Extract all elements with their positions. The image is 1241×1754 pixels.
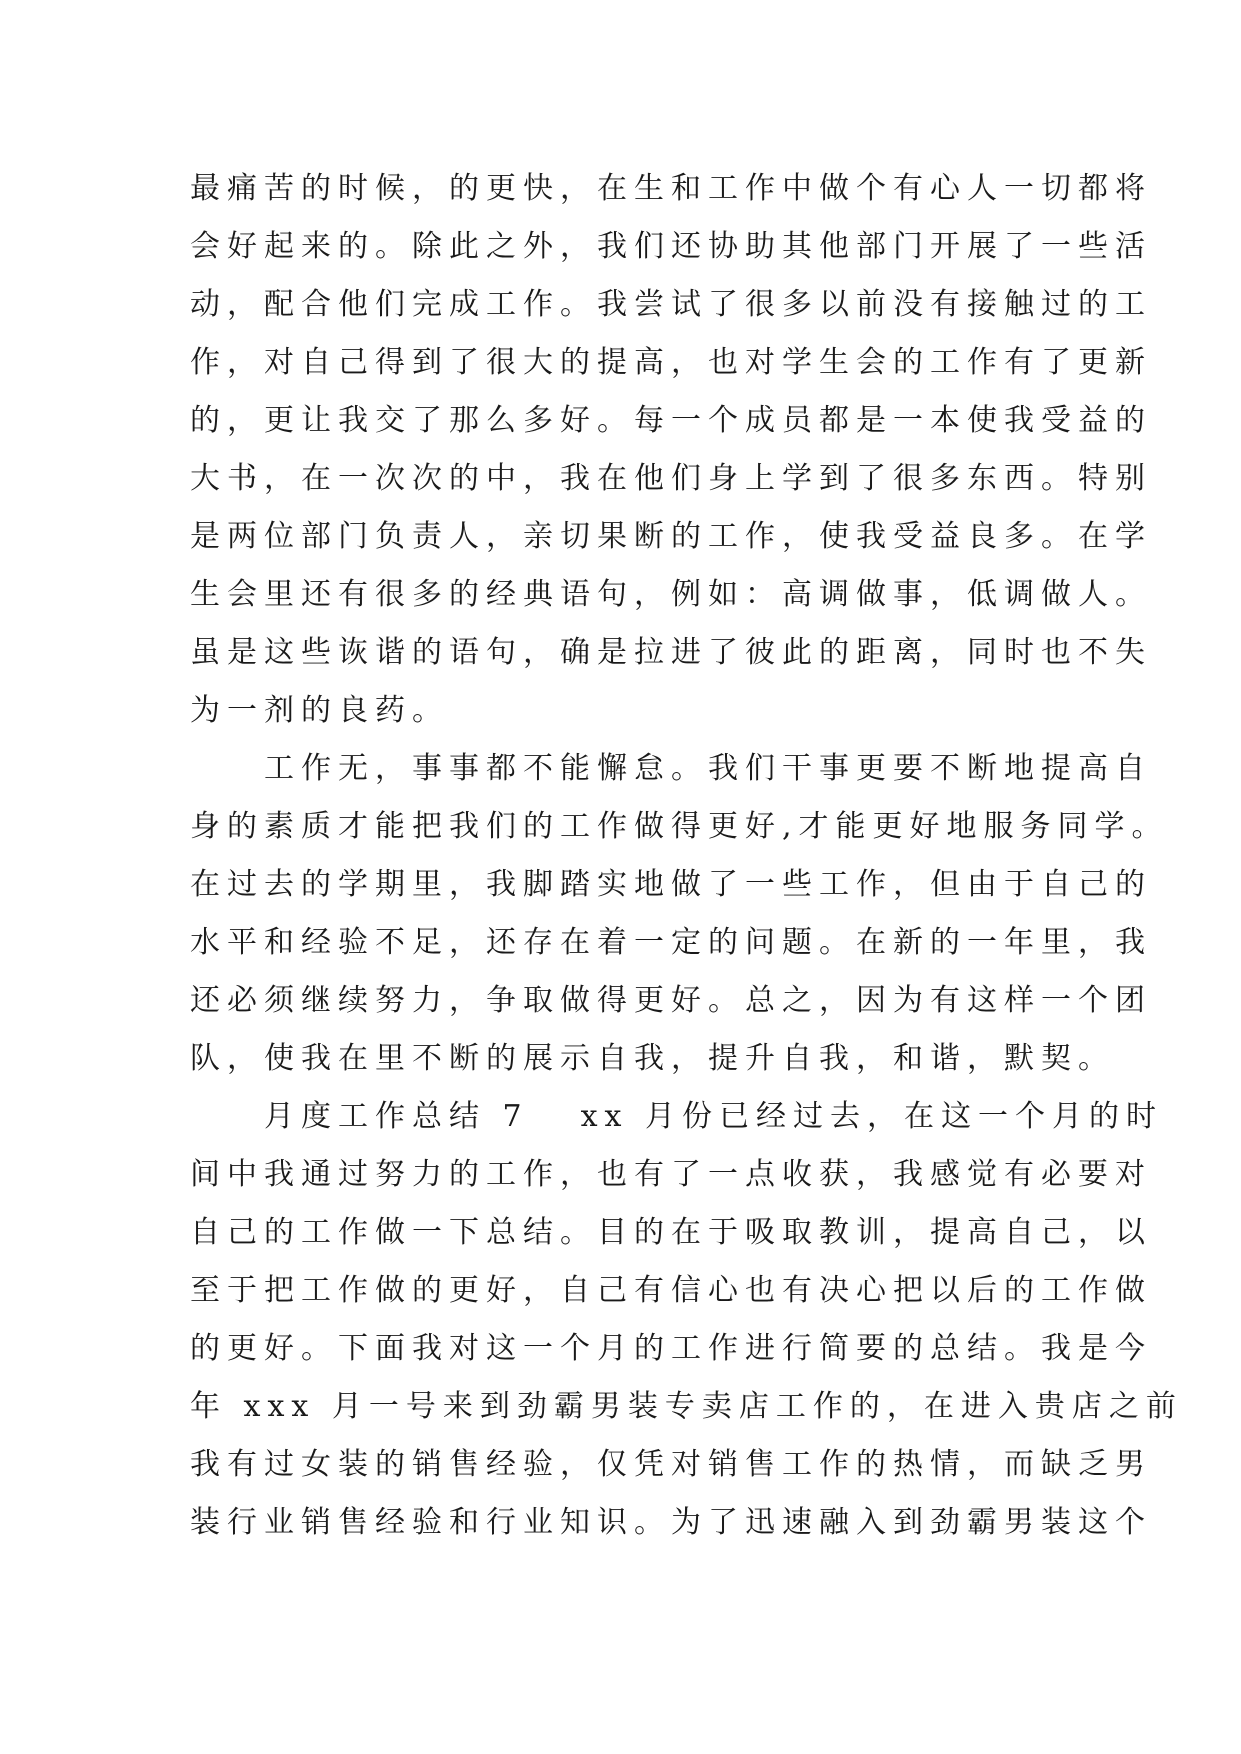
- text-line: 自己的工作做一下总结。目的在于吸取教训，提高自己，以: [190, 1215, 1152, 1250]
- text-line: 的更好。下面我对这一个月的工作进行简要的总结。我是今: [190, 1331, 1152, 1366]
- text-line: 装行业销售经验和行业知识。为了迅速融入到劲霸男装这个: [190, 1505, 1152, 1540]
- text-line: 会好起来的。除此之外，我们还协助其他部门开展了一些活: [190, 229, 1152, 264]
- text-line: 在过去的学期里，我脚踏实地做了一些工作，但由于自己的: [190, 867, 1152, 902]
- text-line: 的，更让我交了那么多好。每一个成员都是一本使我受益的: [190, 403, 1152, 438]
- text-line: 我有过女装的销售经验，仅凭对销售工作的热情，而缺乏男: [190, 1447, 1152, 1482]
- summary-first-line: [190, 1088, 1163, 1146]
- text-line: 至于把工作做的更好，自己有信心也有决心把以后的工作做: [190, 1273, 1152, 1308]
- summary-first-text: xx 月份已经过去，在这一个月的时: [580, 1099, 1163, 1134]
- summary-heading: 月度工作总结 7: [190, 1099, 529, 1134]
- text-line: 为一剂的良药。: [190, 693, 449, 728]
- text-line: 队，使我在里不断的展示自我，提升自我，和谐，默契。: [190, 1041, 1115, 1076]
- text-line: 年 xxx 月一号来到劲霸男装专卖店工作的，在进入贵店之前: [190, 1389, 1183, 1424]
- text-line: 工作无，事事都不能懈怠。我们干事更要不断地提高自: [190, 751, 1152, 786]
- text-line: 作，对自己得到了很大的提高，也对学生会的工作有了更新: [190, 345, 1152, 380]
- text-line: 还必须继续努力，争取做得更好。总之，因为有这样一个团: [190, 983, 1152, 1018]
- document-body: [190, 160, 1183, 1552]
- text-line: 动，配合他们完成工作。我尝试了很多以前没有接触过的工: [190, 287, 1152, 322]
- text-line: 最痛苦的时候，的更快，在生和工作中做个有心人一切都将: [190, 171, 1152, 206]
- text-line: 大书，在一次次的中，我在他们身上学到了很多东西。特别: [190, 461, 1152, 496]
- text-line: 间中我通过努力的工作，也有了一点收获，我感觉有必要对: [190, 1157, 1152, 1192]
- text-line: 虽是这些诙谐的语句，确是拉进了彼此的距离，同时也不失: [190, 635, 1152, 670]
- text-line: 是两位部门负责人，亲切果断的工作，使我受益良多。在学: [190, 519, 1152, 554]
- text-line: 生会里还有很多的经典语句，例如：高调做事，低调做人。: [190, 577, 1152, 612]
- text-line: 身的素质才能把我们的工作做得更好,才能更好地服务同学。: [190, 809, 1169, 844]
- text-line: 水平和经验不足，还存在着一定的问题。在新的一年里，我: [190, 925, 1152, 960]
